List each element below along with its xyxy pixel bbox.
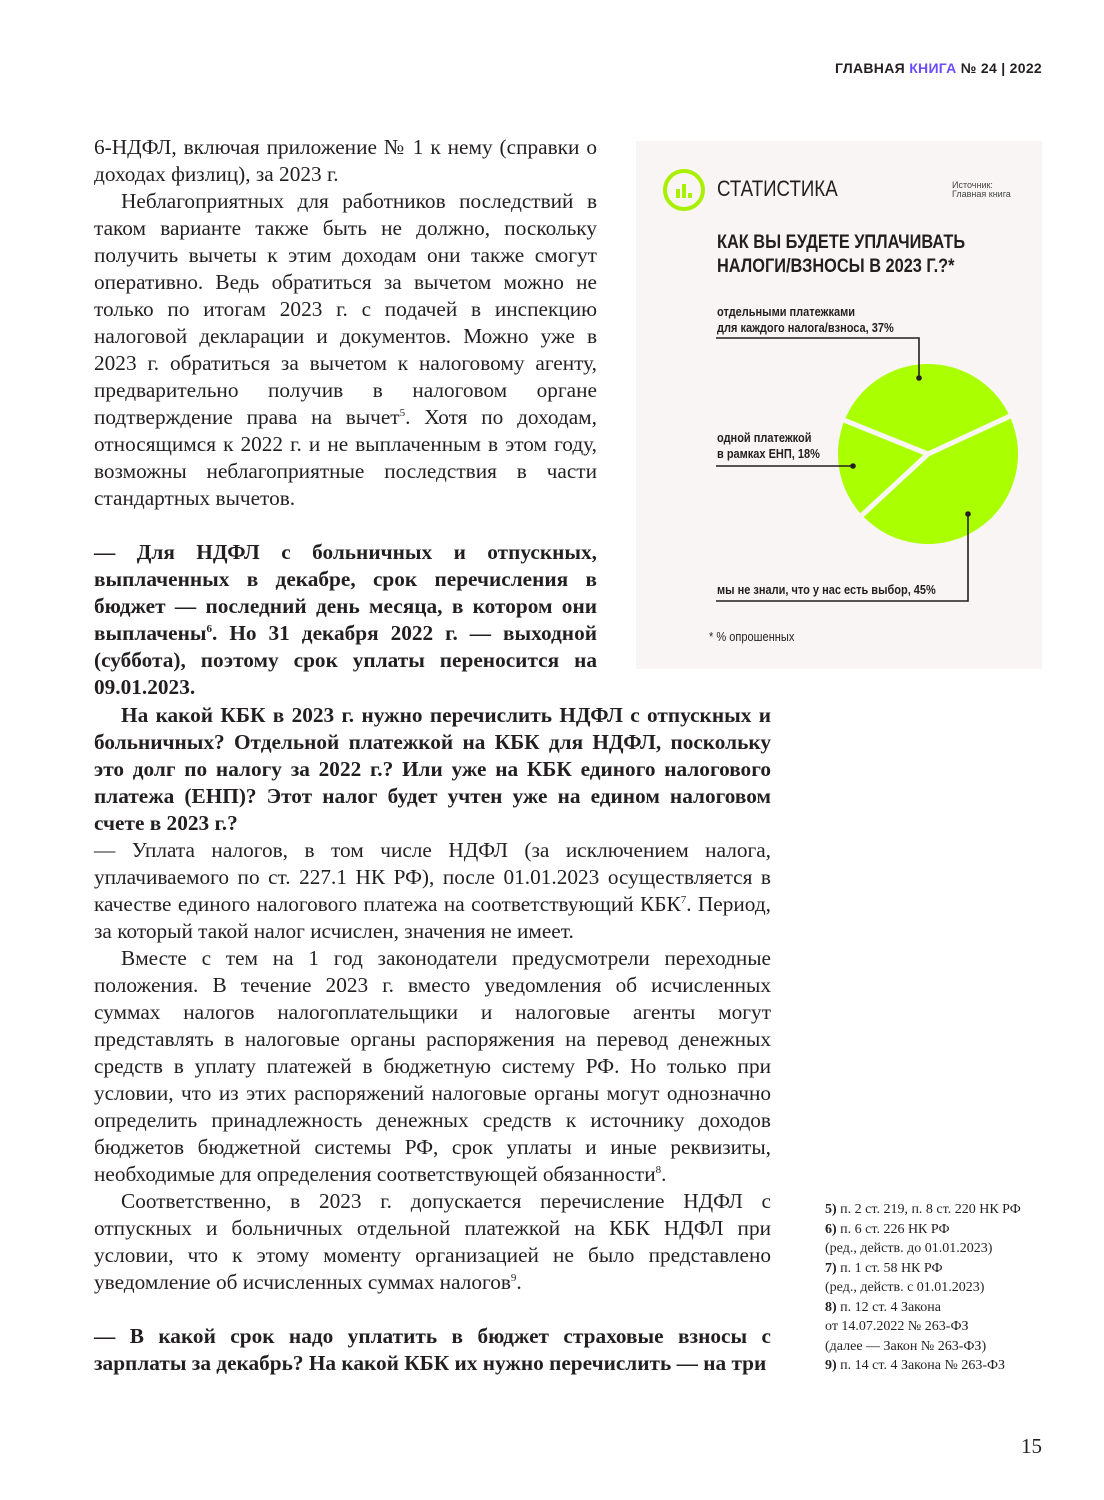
footnote: 6) п. 6 ст. 226 НК РФ (ред., действ. до 01.01.2023): [825, 1221, 993, 1256]
text: — Для НДФЛ с больничных и отпускных, выплаченных в декабре, срок перечисления в бюджет — последний день месяца, в котором они выплачены: [94, 540, 597, 645]
statistics-box: [636, 141, 1042, 669]
issue-number: № 24 | 2022: [960, 60, 1042, 76]
label-line: для каждого налога/взноса, 37%: [717, 321, 894, 335]
question-paragraph: [94, 539, 597, 701]
leader-dot: [850, 463, 856, 469]
page-number: 15: [1021, 1434, 1042, 1458]
label-line: отдельными платежками: [717, 305, 855, 319]
magazine-name-accent: КНИГА: [909, 60, 957, 76]
slice-label-unaware: мы не знали, что у нас есть выбор, 45%: [717, 583, 936, 597]
text: Неблагоприятных для работников последствий в таком варианте также быть не должно, поскольку получить вычеты к этим доходам они также смогут оперативно. Ведь обратиться за вычетом можно не только по итогам 2023 г. с подачей в инспекцию налоговой декларации и документов. Можно уже в 2023 г. обратиться за вычетом к налоговому агенту, предварительно получив в налоговом органе подтверждение права на вычет: [94, 189, 597, 429]
text: — Уплата налогов, в том числе НДФЛ (за исключением налога, уплачиваемого по ст. 227.1 НК РФ), после 01.01.2023 осуществляется в качестве единого налогового платежа на соответствующий КБК: [94, 838, 771, 916]
paragraph: 6-НДФЛ, включая приложение № 1 к нему (справки о доходах физлиц), за 2023 г.: [94, 135, 597, 186]
footnote: 5) п. 2 ст. 219, п. 8 ст. 220 НК РФ: [825, 1202, 1021, 1217]
footnote-ref: 8: [655, 1163, 662, 1176]
text: . Хотя по доходам, относящимся к 2022 г. и не выплаченным в этом году, возможны неблагоприятные последствия в части стандартных вычетов.: [94, 405, 597, 510]
leader-dot: [965, 511, 971, 517]
question-paragraph: На какой КБК в 2023 г. нужно перечислить НДФЛ с отпускных и больничных? Отдельной платежкой на КБК для НДФЛ, поскольку это долг по налогу за 2022 г.? Или уже на КБК единого налогового платежа (ЕНП)? Этот налог будет учтен уже на едином налоговом счете в 2023 г.?: [94, 703, 771, 835]
chart-note: * % опрошенных: [709, 629, 795, 644]
slice-label-separate: [717, 304, 894, 336]
magazine-name: ГЛАВНАЯ: [834, 60, 905, 76]
running-header: [835, 60, 1042, 76]
text: .: [661, 1162, 667, 1186]
text: . Но 31 декабря 2022 г. — выходной (суббота), поэтому срок уплаты переносится на 09.01.2023.: [94, 621, 597, 699]
source-value: Главная книга: [952, 189, 1011, 199]
chart-title-line: КАК ВЫ БУДЕТЕ УПЛАЧИВАТЬ: [717, 232, 966, 253]
footnote-ref: 5: [399, 406, 406, 419]
leader-dot: [916, 375, 922, 381]
footnote: 7) п. 1 ст. 58 НК РФ (ред., действ. с 01.01.2023): [825, 1260, 985, 1295]
footnote: 8) п. 12 ст. 4 Закона от 14.07.2022 № 263-ФЗ (далее — Закон № 263-ФЗ): [825, 1299, 987, 1354]
paragraph: [94, 188, 597, 512]
footnotes: [825, 1200, 1021, 1376]
text: .: [516, 1270, 522, 1294]
paragraph: [94, 1188, 771, 1296]
statistics-title: СТАТИСТИКА: [717, 176, 838, 201]
footnote-ref: 6: [206, 622, 213, 635]
label-line: в рамках ЕНП, 18%: [717, 447, 820, 461]
question-paragraph: — В какой срок надо уплатить в бюджет страховые взносы с зарплаты за декабрь? На какой КБК их нужно перечислить — на три: [94, 1324, 771, 1375]
text: . Период, за который такой налог исчислен, значения не имеет.: [94, 892, 771, 943]
label-line: одной платежкой: [717, 431, 812, 445]
left-column-text: [94, 134, 597, 701]
paragraph: [94, 945, 771, 1188]
chart-title-line: НАЛОГИ/ВЗНОСЫ В 2023 Г.?*: [717, 256, 955, 277]
leader-line-separate: [716, 338, 919, 378]
main-column-text: [94, 702, 771, 1377]
text: Соответственно, в 2023 г. допускается перечисление НДФЛ с отпускных и больничных отдельной платежкой на КБК НДФЛ при условии, что к этому моменту организацией не было представлено уведомление об исчисленных суммах налогов: [94, 1189, 771, 1294]
text: Вместе с тем на 1 год законодатели предусмотрели переходные положения. В течение 2023 г. вместо уведомления об исчисленных суммах налогов налогоплательщики и налоговые агенты могут представлять в налоговые органы распоряжения на перевод денежных средств в уплату платежей в бюджетную систему РФ. Но только при условии, что из этих распоряжений налоговые органы могут однозначно определить принадлежность денежных средств к источнику доходов бюджетов бюджетной системы РФ, срок уплаты и иные реквизиты, необходимые для определения соответствующей обязанности: [94, 946, 771, 1186]
footnote-ref: 9: [510, 1271, 517, 1284]
footnote: 9) п. 14 ст. 4 Закона № 263-ФЗ: [825, 1358, 1006, 1373]
slice-label-enp: [717, 430, 820, 462]
answer-paragraph: [94, 837, 771, 945]
footnote-ref: 7: [680, 893, 687, 906]
source-label: Источник:: [952, 180, 993, 190]
